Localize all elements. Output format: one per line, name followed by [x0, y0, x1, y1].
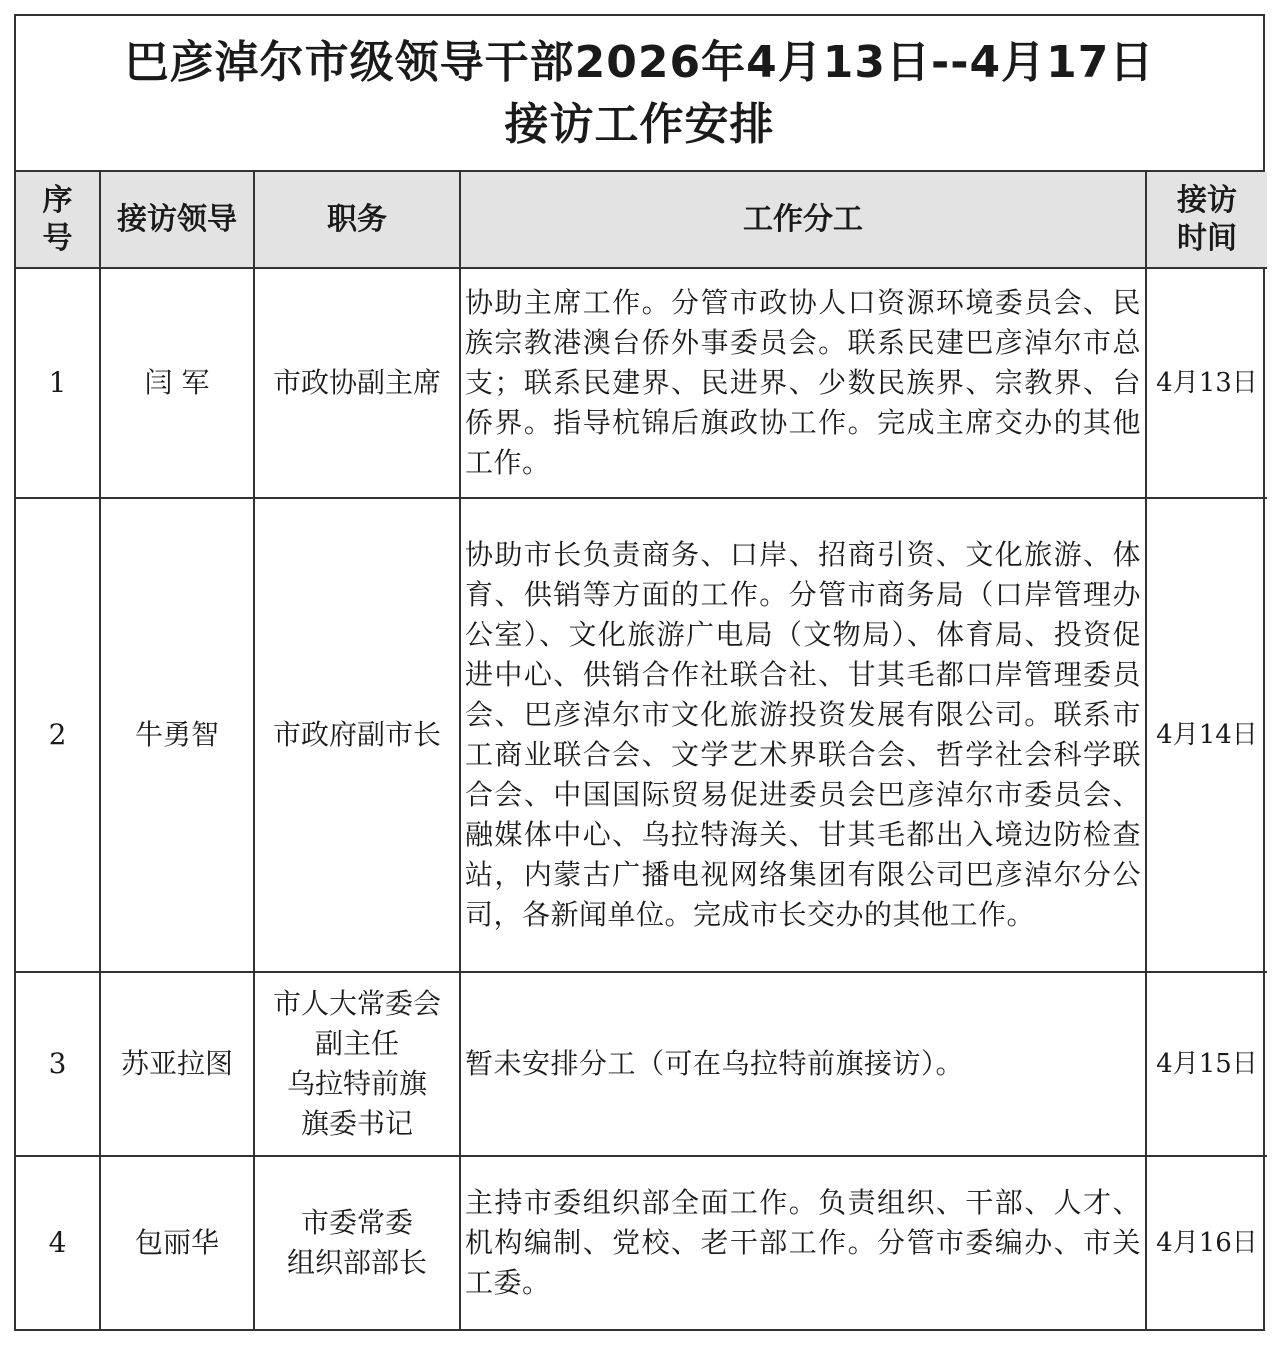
header-time-line1: 接访	[1177, 182, 1237, 218]
position-line: 乌拉特前旗	[286, 1067, 427, 1100]
reception-schedule-table	[16, 172, 1267, 1329]
schedule-sheet	[14, 14, 1265, 1331]
table-header-row	[16, 172, 1267, 268]
row-seq: 1	[16, 268, 100, 498]
row-seq: 3	[16, 972, 100, 1156]
row-date: 4月15日	[1146, 972, 1267, 1156]
table-row	[16, 1156, 1267, 1329]
row-seq: 2	[16, 498, 100, 972]
header-duty: 工作分工	[460, 172, 1146, 268]
row-duty: 主持市委组织部全面工作。负责组织、干部、人才、机构编制、党校、老干部工作。分管市委编办、市关工委。	[460, 1156, 1146, 1329]
row-leader: 包丽华	[100, 1156, 254, 1329]
row-leader: 闫 军	[100, 268, 254, 498]
row-position	[254, 1156, 460, 1329]
header-position: 职务	[254, 172, 460, 268]
row-leader: 苏亚拉图	[100, 972, 254, 1156]
table-row	[16, 268, 1267, 498]
document-title	[16, 16, 1263, 172]
row-position	[254, 972, 460, 1156]
table-row	[16, 972, 1267, 1156]
row-date: 4月16日	[1146, 1156, 1267, 1329]
position-line: 市人大常委会	[272, 987, 441, 1020]
position-line: 市委常委	[300, 1206, 413, 1239]
row-duty: 暂未安排分工（可在乌拉特前旗接访）。	[460, 972, 1146, 1156]
row-duty: 协助主席工作。分管市政协人口资源环境委员会、民族宗教港澳台侨外事委员会。联系民建巴彦淖尔市总支；联系民建界、民进界、少数民族界、宗教界、台侨界。指导杭锦后旗政协工作。完成主席交办的其他工作。	[460, 268, 1146, 498]
header-seq	[16, 172, 100, 268]
header-seq-line1: 序	[42, 182, 73, 218]
row-seq: 4	[16, 1156, 100, 1329]
position-line: 市政府副市长	[272, 718, 441, 751]
row-position	[254, 268, 460, 498]
title-line-2: 接访工作安排	[504, 99, 775, 150]
header-leader: 接访领导	[100, 172, 254, 268]
position-line: 市政协副主席	[272, 366, 441, 399]
position-line: 组织部部长	[286, 1246, 427, 1279]
header-time	[1146, 172, 1267, 268]
header-seq-line2: 号	[42, 220, 73, 256]
header-time-line2: 时间	[1177, 220, 1237, 256]
row-position	[254, 498, 460, 972]
row-date: 4月14日	[1146, 498, 1267, 972]
row-date: 4月13日	[1146, 268, 1267, 498]
table-row	[16, 498, 1267, 972]
row-leader: 牛勇智	[100, 498, 254, 972]
position-line: 旗委书记	[300, 1107, 413, 1140]
title-line-1: 巴彦淖尔市级领导干部2026年4月13日--4月17日	[124, 37, 1155, 88]
position-line: 副主任	[314, 1027, 399, 1060]
row-duty: 协助市长负责商务、口岸、招商引资、文化旅游、体育、供销等方面的工作。分管市商务局（口岸管理办公室）、文化旅游广电局（文物局）、体育局、投资促进中心、供销合作社联合社、甘其毛都口岸管理委员会、巴彦淖尔市文化旅游投资发展有限公司。联系市工商业联合会、文学艺术界联合会、哲学社会科学联合会、中国国际贸易促进委员会巴彦淖尔市委员会、融媒体中心、乌拉特海关、甘其毛都出入境边防检查站，内蒙古广播电视网络集团有限公司巴彦淖尔分公司，各新闻单位。完成市长交办的其他工作。	[460, 498, 1146, 972]
